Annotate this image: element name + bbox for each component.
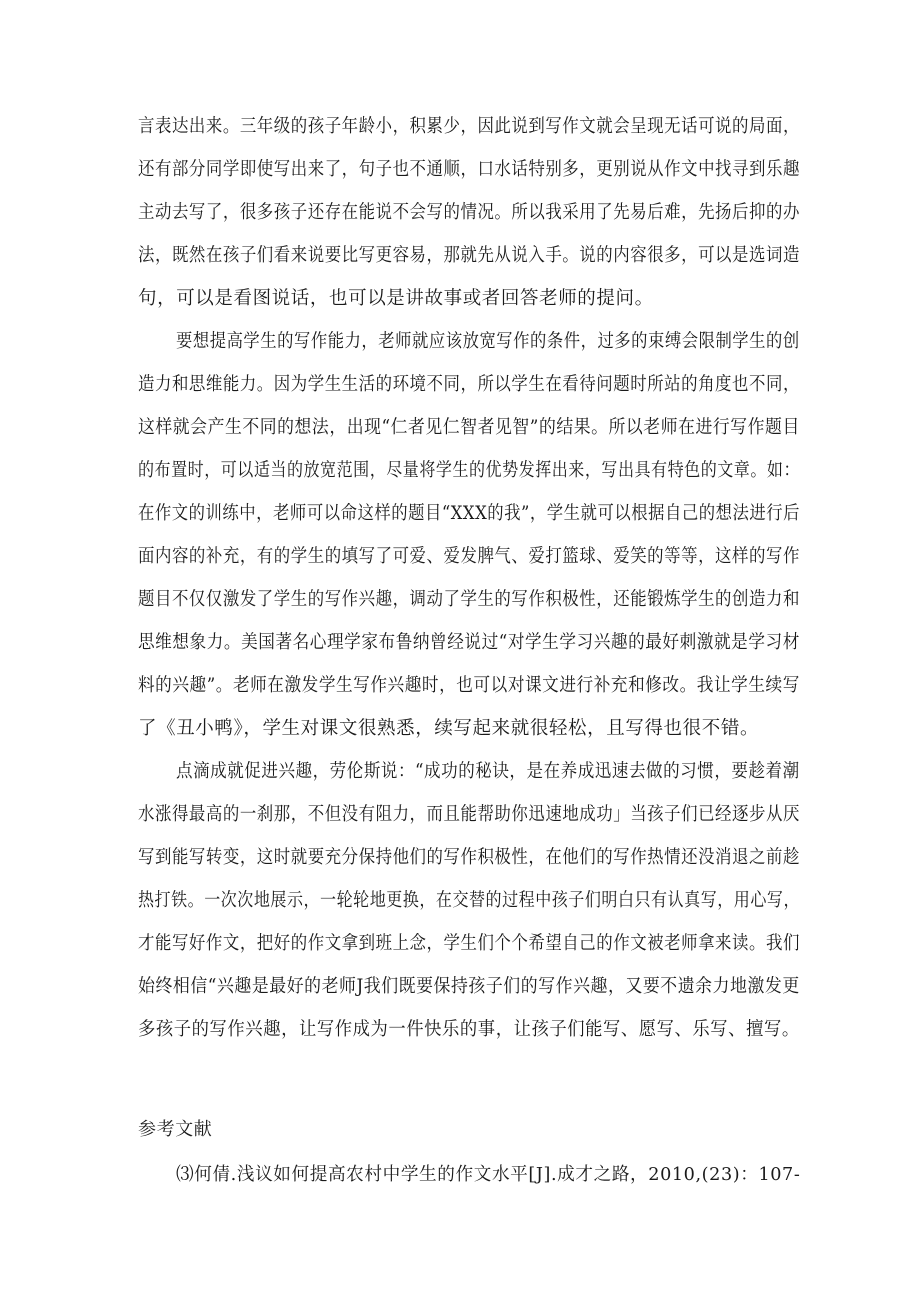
- body-line: 题目不仅仅激发了学生的写作兴趣，调动了学生的写作积极性，还能锻炼学生的创造力和: [138, 589, 800, 610]
- body-line: 始终相信“兴趣是最好的老师J我们既要保持孩子们的写作兴趣，又要不遗余力地激发更: [138, 976, 800, 997]
- body-line: 句，可以是看图说话，也可以是讲故事或者回答老师的提问。: [138, 288, 654, 309]
- body-line: 了《丑小鸭》，学生对课文很熟悉，续写起来就很轻松，且写得也很不错。: [138, 718, 760, 739]
- body-line: 法，既然在孩子们看来说要比写更容易，那就先从说入手。说的内容很多，可以是选词造: [138, 245, 800, 266]
- body-line: 在作文的训练中，老师可以命这样的题目“XXX的我”，学生就可以根据自己的想法进行后: [138, 503, 801, 524]
- body-line: 造力和思维能力。因为学生生活的环境不同，所以学生在看待问题时所站的角度也不同，: [138, 374, 800, 395]
- body-line: 要想提高学生的写作能力，老师就应该放宽写作的条件，过多的束缚会限制学生的创: [176, 331, 800, 352]
- body-line: 的布置时，可以适当的放宽范围，尽量将学生的优势发挥出来，写出具有特色的文章。如：: [138, 460, 801, 481]
- body-line: 这样就会产生不同的想法，出现“仁者见仁智者见智”的结果。所以老师在进行写作题目: [138, 417, 800, 438]
- body-line: 主动去写了，很多孩子还存在能说不会写的情况。所以我采用了先易后难，先扬后抑的办: [138, 202, 800, 223]
- reference-item: ⑶何倩.浅议如何提高农村中学生的作文水平[J].成才之路，2010,(23)：107-: [176, 1164, 801, 1185]
- references-heading: 参考文献: [138, 1119, 213, 1140]
- body-line: 才能写好作文，把好的作文拿到班上念，学生们个个希望自己的作文被老师拿来读。我们: [138, 933, 800, 954]
- body-line: 料的兴趣”。老师在激发学生写作兴趣时，也可以对课文进行补充和修改。我让学生续写: [138, 675, 800, 696]
- body-line: 面内容的补充，有的学生的填写了可爱、爱发脾气、爱打篮球、爱笑的等等，这样的写作: [138, 546, 800, 567]
- body-line: 热打铁。一次次地展示，一轮轮地更换，在交替的过程中孩子们明白只有认真写，用心写，: [138, 890, 801, 911]
- body-line: 还有部分同学即使写出来了，句子也不通顺，口水话特别多，更别说从作文中找寻到乐趣: [138, 159, 800, 180]
- body-line: 言表达出来。三年级的孩子年龄小，积累少，因此说到写作文就会呈现无话可说的局面，: [138, 116, 800, 137]
- body-line: 思维想象力。美国著名心理学家布鲁纳曾经说过“对学生学习兴趣的最好刺激就是学习材: [138, 632, 800, 653]
- body-line: 点滴成就促进兴趣，劳伦斯说：“成功的秘诀，是在养成迅速去做的习惯，要趁着潮: [176, 761, 800, 782]
- body-line: 写到能写转变，这时就要充分保持他们的写作积极性，在他们的写作热情还没消退之前趁: [138, 847, 800, 868]
- body-line: 多孩子的写作兴趣，让写作成为一件快乐的事，让孩子们能写、愿写、乐写、擅写。: [138, 1019, 800, 1040]
- body-line: 水涨得最高的一刹那，不但没有阻力，而且能帮助你迅速地成功」当孩子们已经逐步从厌: [138, 804, 800, 825]
